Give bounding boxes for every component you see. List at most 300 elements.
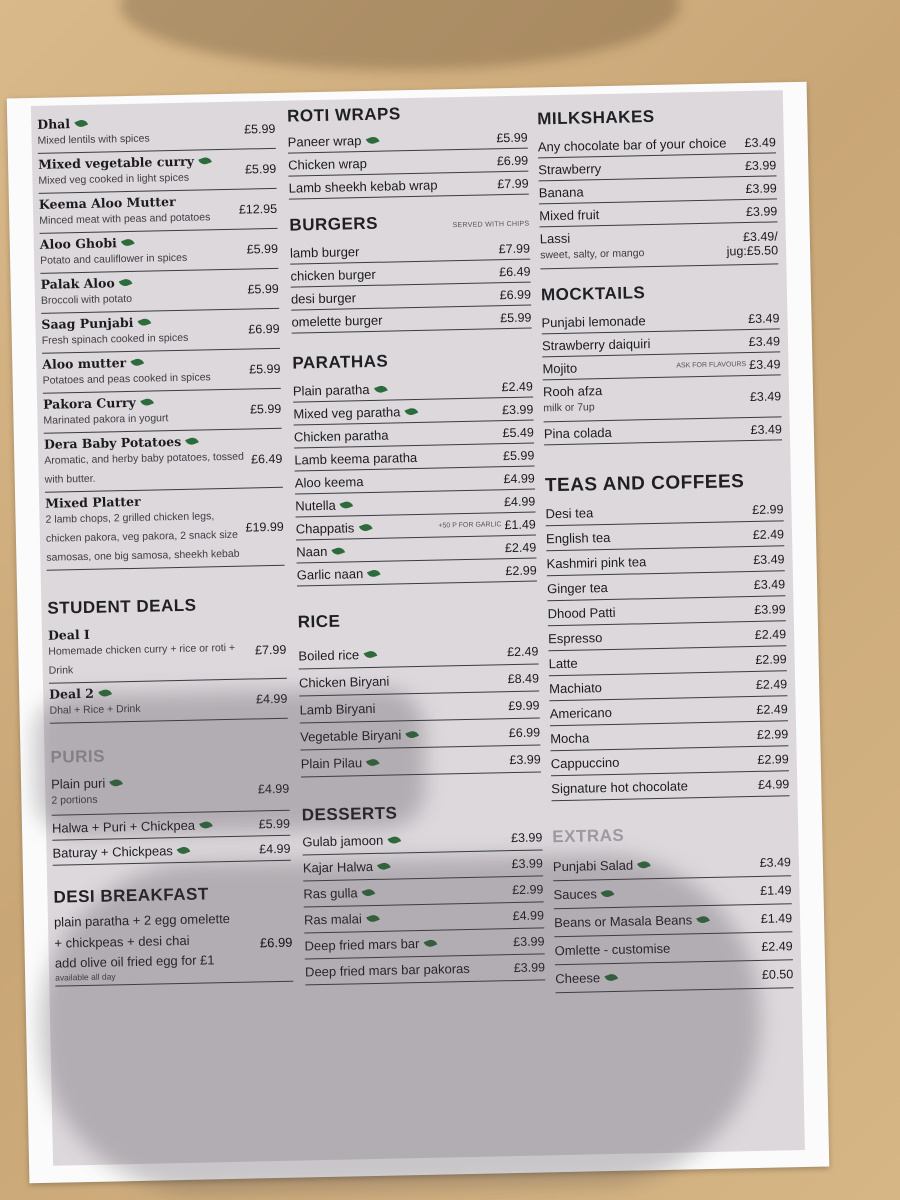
leaf-icon	[74, 118, 88, 129]
menu-item-name	[289, 176, 498, 195]
menu-item-price	[753, 552, 785, 567]
menu-item	[40, 229, 279, 274]
item-name-text: Saag Punjabi	[41, 314, 134, 332]
price-text: £7.99	[497, 176, 529, 191]
menu-item-info	[540, 227, 727, 265]
item-name-text: Omlette - customise	[554, 940, 671, 959]
price-text: £2.99	[757, 751, 789, 767]
menu-item-desc: sweet, salty, or mango	[540, 247, 645, 262]
menu-item-price	[726, 229, 778, 258]
menu-item-price	[239, 202, 278, 217]
menu-item-price	[755, 652, 787, 667]
menu-item-price	[502, 425, 534, 440]
column-left	[37, 109, 293, 987]
menu-item-price	[749, 357, 781, 372]
column-middle	[287, 102, 545, 986]
extras-title: EXTRAS	[552, 825, 625, 847]
item-name-text: Naan	[296, 543, 328, 560]
item-name-text: chicken burger	[290, 266, 376, 284]
menu-item-info	[543, 380, 750, 418]
menu-item-desc: Marinated pakora in yogurt	[43, 412, 169, 427]
leaf-icon	[340, 500, 354, 511]
menu-item-info	[291, 310, 500, 329]
price-text: £5.99	[496, 130, 528, 145]
menu-item-price	[499, 241, 531, 256]
item-name-text: Keema Aloo Mutter	[38, 193, 176, 212]
leaf-icon	[177, 845, 191, 856]
leaf-icon	[121, 237, 135, 248]
menu-item-price	[756, 702, 788, 717]
item-name-text: Plain puri	[50, 775, 106, 792]
menu-item-info	[39, 193, 239, 231]
price-text: £2.99	[505, 563, 537, 578]
menu-item-price	[245, 162, 277, 177]
price-text: £3.99	[511, 855, 543, 871]
menu-item-info	[539, 181, 746, 200]
menu-item-price	[755, 627, 787, 642]
price-text: £5.99	[244, 121, 276, 137]
item-name-text: desi burger	[290, 290, 357, 307]
menu-item	[38, 149, 277, 194]
item-name-text: Sauces	[553, 886, 598, 903]
menu-item-name	[549, 652, 756, 671]
item-name-text: Mojito	[542, 360, 578, 377]
roti-wraps-list	[287, 126, 528, 200]
menu-item-name	[288, 153, 497, 172]
item-name-text: Machiato	[549, 680, 603, 697]
menu-item	[40, 269, 279, 314]
price-text: £2.49	[752, 526, 785, 542]
price-text: £6.49	[250, 451, 283, 466]
price-text: £5.49	[502, 425, 534, 440]
menu-item	[42, 349, 281, 394]
price-text: £0.50	[761, 966, 794, 982]
menu-item-price	[508, 671, 540, 686]
item-name-text: Lassi	[539, 230, 571, 247]
menu-item	[39, 189, 278, 234]
menu-item-price	[757, 752, 789, 767]
leaf-icon	[358, 522, 372, 533]
menu-item-name	[538, 158, 745, 177]
item-name-text: Lamb Biryani	[299, 700, 376, 718]
menu-item-name	[541, 311, 748, 330]
item-name-text: Signature hot chocolate	[551, 778, 689, 797]
price-text: £12.95	[238, 201, 278, 217]
menu-item-desc: Potatoes and peas cooked in spices	[42, 371, 211, 387]
menu-item-price	[496, 130, 528, 145]
price-text: £3.49/	[742, 229, 778, 245]
item-name-text: Baturay + Chickpeas	[52, 843, 174, 861]
menu-item-info	[290, 241, 499, 260]
price-text: £3.99	[745, 180, 777, 196]
menu-item-note: +50 P FOR GARLIC	[438, 521, 502, 530]
menu-item-price	[504, 494, 536, 509]
menu-item	[291, 306, 531, 334]
price-text: £6.99	[499, 287, 532, 302]
menu-item-price	[760, 883, 792, 898]
price-text: £3.99	[510, 829, 543, 845]
price-text: £5.99	[244, 161, 277, 177]
menu-item-name	[539, 181, 746, 200]
price-text: £6.49	[499, 264, 531, 279]
menu-item-price	[754, 577, 786, 592]
menu-item-info	[295, 494, 504, 513]
leaf-icon	[374, 384, 388, 395]
menu-item-price	[259, 841, 291, 856]
menu-item-desc: 2 portions	[51, 793, 98, 807]
menu-item-price	[761, 911, 793, 926]
price-text: £7.99	[254, 642, 287, 657]
menu-item	[544, 417, 782, 445]
price-text: £19.99	[245, 519, 284, 535]
item-name-text: Latte	[548, 655, 578, 672]
menu-item-info	[546, 552, 753, 571]
menu-item-name	[298, 644, 507, 663]
menu-item-info	[290, 264, 499, 283]
menu-item-info	[293, 402, 502, 421]
item-name-text: Plain Pilau	[300, 755, 363, 772]
price-text: £6.99	[248, 321, 280, 337]
leaf-icon	[138, 317, 152, 328]
price-text: £7.99	[498, 241, 531, 256]
menu-item-info	[291, 287, 500, 306]
breakfast-note: available all day	[55, 971, 116, 983]
price-text: £8.49	[507, 670, 540, 686]
leaf-icon	[363, 649, 377, 660]
item-name-text: Banana	[538, 184, 584, 201]
price-text: £5.99	[249, 361, 281, 377]
menu-item-price	[503, 448, 535, 463]
menu-item-price	[247, 282, 279, 297]
menu-item-name	[293, 379, 502, 398]
menu-item	[45, 488, 285, 571]
menu-item-info	[43, 392, 250, 430]
teas-coffees-title: TEAS AND COFFEES	[544, 471, 745, 497]
menu-item	[41, 309, 280, 354]
menu-item-name	[547, 577, 754, 596]
menu-item-info	[548, 627, 755, 646]
menu-item-price	[749, 334, 781, 349]
item-name-text: Deep fried mars bar	[304, 936, 420, 954]
item-name-text: Garlic naan	[296, 566, 364, 583]
menu-item-info	[545, 502, 752, 521]
burgers-list	[290, 237, 532, 334]
price-text: £4.99	[259, 841, 291, 856]
price-text: £5.99	[258, 816, 291, 831]
menu-item-name	[52, 841, 259, 860]
item-name-text: Beans or Masala Beans	[553, 912, 693, 931]
menu-item-name	[546, 527, 753, 546]
menu-item-info	[42, 352, 249, 390]
parathas-list	[293, 375, 537, 587]
menu-item-price	[762, 967, 794, 982]
menu-item-price	[509, 752, 541, 767]
menu-item-info	[293, 379, 502, 398]
menu-item	[37, 109, 276, 154]
price-text: £4.99	[512, 907, 545, 923]
item-name-text: Dera Baby Potatoes	[43, 433, 182, 452]
item-name-text: Punjabi lemonade	[541, 313, 646, 331]
price-text-jug: jug:£5.50	[726, 243, 779, 259]
leaf-icon	[404, 406, 418, 417]
price-text: £5.99	[247, 281, 279, 297]
menu-item-desc: milk or 7up	[543, 401, 595, 415]
price-text: £4.99	[757, 776, 790, 792]
menu-item-price	[753, 527, 785, 542]
item-name-text: Mixed Platter	[45, 493, 141, 511]
menu-item-price	[744, 135, 776, 150]
item-name-text: Mixed veg paratha	[293, 404, 401, 422]
leaf-icon	[130, 357, 144, 368]
leaf-icon	[140, 397, 154, 408]
puris-title: PURIS	[50, 746, 106, 767]
menu-item-desc: Minced meat with peas and potatoes	[39, 211, 211, 227]
leaf-icon	[331, 546, 345, 557]
menu-item-name	[299, 671, 508, 690]
item-name-text: Pina colada	[543, 424, 612, 442]
menu-item-name	[551, 752, 758, 771]
price-text: £3.99	[501, 402, 534, 417]
price-text: £3.49	[748, 310, 780, 326]
item-name-text: Chicken Biryani	[298, 673, 390, 691]
menu-item-info	[298, 644, 507, 663]
menu-item-name	[293, 402, 502, 421]
price-text: £9.99	[508, 697, 540, 713]
menu-item-info	[546, 527, 753, 546]
item-name-text: Palak Aloo	[40, 275, 115, 292]
menu-item-price	[750, 389, 782, 404]
item-name-text: Deep fried mars bar pakoras	[304, 960, 470, 980]
roti-wraps-title: ROTI WRAPS	[286, 104, 401, 126]
menu-item-price	[750, 422, 782, 437]
menu-item-name	[546, 552, 753, 571]
price-text: £2.49	[501, 379, 534, 394]
item-name-text: Strawberry daiquiri	[541, 336, 651, 354]
price-text: £3.49	[753, 551, 785, 567]
item-name-text: lamb burger	[289, 244, 360, 261]
breakfast-line-3: add olive oil fried egg for £1	[54, 952, 215, 971]
price-text: £2.99	[511, 881, 544, 897]
menu-item-price	[247, 242, 279, 257]
item-name-text: Mixed fruit	[539, 207, 600, 224]
price-text: £4.99	[503, 471, 535, 486]
menu-item-price	[249, 362, 281, 377]
price-text: £5.99	[249, 401, 282, 417]
menu-item-name	[295, 494, 504, 513]
menu-item-price	[497, 153, 529, 168]
menu-item-info	[294, 425, 503, 444]
menu-item	[297, 559, 537, 587]
menu-item-name	[551, 777, 758, 796]
item-name-text: Paneer wrap	[287, 133, 362, 150]
menu-item-info	[550, 727, 757, 746]
burgers-note: SERVED WITH CHIPS	[452, 220, 530, 230]
menu-item-price	[759, 855, 791, 870]
menu-item-price	[508, 698, 540, 713]
price-text: £3.99	[754, 601, 786, 617]
menu-item-price	[505, 540, 537, 555]
price-text: £1.49	[504, 517, 536, 532]
milkshakes-title: MILKSHAKES	[537, 106, 655, 129]
menu-item-name	[544, 422, 751, 441]
milkshakes-list	[538, 130, 779, 269]
price-text: £3.99	[509, 751, 541, 767]
menu-item-info	[289, 176, 498, 195]
item-name-text: Aloo keema	[294, 474, 364, 491]
curries-list	[37, 109, 285, 571]
item-name-text: Dhal	[37, 116, 71, 132]
item-name-text: Dhood Patti	[547, 604, 616, 622]
item-name-text: Aloo Ghobi	[39, 235, 118, 252]
menu-item-name	[542, 334, 749, 353]
price-text: £2.99	[755, 651, 787, 667]
menu-item-name	[290, 241, 499, 260]
menu-item-info	[40, 272, 247, 310]
item-name-text: Ras malai	[303, 911, 362, 928]
menu-item	[551, 771, 789, 801]
price-text: £2.49	[754, 626, 787, 642]
menu-item-name	[550, 727, 757, 746]
menu-item-name	[297, 563, 506, 582]
menu-item-info	[539, 204, 746, 223]
item-name-text: Chappatis	[295, 520, 355, 537]
leaf-icon	[185, 436, 199, 447]
menu-item-price	[500, 287, 532, 302]
student-deals-title: STUDENT DEALS	[47, 595, 197, 618]
menu-item-info	[302, 830, 511, 849]
price-text: £3.99	[745, 203, 778, 219]
desi-breakfast-title: DESI BREAKFAST	[53, 884, 209, 907]
menu-item-name	[542, 359, 673, 377]
menu-item-price	[505, 563, 537, 578]
menu-item	[540, 222, 779, 269]
burgers-title: BURGERS SERVED WITH CHIPS	[289, 213, 530, 235]
menu-item-info	[549, 652, 756, 671]
menu-item-name	[290, 264, 499, 283]
menu-item-price	[756, 677, 788, 692]
menu-item-desc: Broccoli with potato	[40, 292, 133, 307]
menu-item-price	[504, 517, 536, 532]
menu-item	[48, 620, 287, 684]
menu-item-info	[37, 113, 244, 151]
menu-item-info	[295, 471, 504, 490]
item-name-text: Kashmiri pink tea	[546, 554, 647, 572]
item-name-text: omelette burger	[291, 312, 383, 330]
item-name-text: Ginger tea	[546, 580, 608, 597]
menu-item-price	[746, 204, 778, 219]
price-text: £2.99	[752, 501, 784, 517]
menu-item-info	[542, 359, 673, 377]
item-name-text: Aloo mutter	[42, 355, 127, 372]
menu-item-price	[748, 311, 780, 326]
menu-item-info	[288, 153, 497, 172]
menu-item-info	[550, 702, 757, 721]
menu-item-price	[761, 939, 793, 954]
menu-item-info	[551, 752, 758, 771]
menu-item-desc: Mixed veg cooked in light spices	[38, 171, 190, 187]
item-name-text: Ras gulla	[303, 885, 358, 902]
price-text: £4.99	[503, 494, 536, 509]
menu-item-note: ASK FOR FLAVOURS	[676, 361, 747, 370]
item-name-text: Lamb sheekh kebab wrap	[288, 177, 438, 196]
menu-item-info	[40, 233, 247, 271]
menu-item-desc: Aromatic, and herby baby potatoes, tossed with butter.	[44, 450, 245, 486]
item-name-text: Chicken wrap	[288, 155, 368, 173]
menu-item-name	[539, 204, 746, 223]
menu-item-info	[297, 563, 506, 582]
menu-sheet	[7, 82, 830, 1184]
mocktails-title: MOCKTAILS	[540, 283, 646, 305]
menu-item-info	[48, 623, 256, 680]
price-text: £3.49	[750, 421, 782, 437]
price-text: £2.99	[756, 726, 789, 742]
menu-item-name	[550, 702, 757, 721]
menu-item-info	[41, 312, 248, 350]
photo-shadow	[120, 0, 680, 70]
menu-item-name	[296, 519, 436, 537]
menu-item-desc: Potato and cauliflower in spices	[40, 251, 188, 267]
desserts-title: DESSERTS	[301, 803, 398, 825]
price-text: £3.49	[744, 134, 776, 150]
item-name-text: Rooh afza	[542, 383, 603, 400]
price-text: £3.99	[744, 157, 777, 173]
menu-item-name	[288, 130, 497, 149]
price-text: £3.49	[749, 356, 781, 372]
menu-item	[44, 429, 283, 493]
menu-item-price	[255, 642, 287, 657]
price-text: £5.99	[246, 241, 279, 257]
mocktails-list	[541, 306, 782, 445]
leaf-icon	[119, 277, 133, 288]
menu-item-price	[502, 402, 534, 417]
menu-item-price	[754, 602, 786, 617]
menu-item-name	[296, 540, 505, 559]
item-name-text: Desi tea	[545, 505, 594, 522]
item-name-text: Any chocolate bar of your choice	[537, 135, 727, 155]
menu-item-price	[509, 725, 541, 740]
menu-item	[43, 389, 282, 434]
menu-item-price	[752, 502, 784, 517]
menu-item-info	[544, 422, 751, 441]
menu-item-info	[294, 448, 503, 467]
menu-item-price	[500, 310, 532, 325]
menu-item-price	[507, 644, 539, 659]
menu-item-price	[745, 181, 777, 196]
menu-item-info	[538, 158, 745, 177]
parathas-title: PARATHAS	[292, 351, 389, 373]
price-text: £1.49	[760, 882, 792, 898]
price-text: £4.99	[257, 781, 290, 797]
menu-item-info	[547, 602, 754, 621]
leaf-icon	[367, 568, 381, 579]
menu-item-price	[503, 471, 535, 486]
menu-item-info	[296, 540, 505, 559]
menu-item-name	[295, 471, 504, 490]
menu-item-info	[52, 841, 259, 860]
menu-item-desc: 2 lamb chops, 2 grilled chicken legs, chicken pakora, veg pakora, 2 snack size samosas, one big samosa, sheekh kebab	[45, 510, 240, 564]
item-name-text: Pakora Curry	[42, 394, 136, 412]
price-text: £3.49	[753, 576, 786, 592]
item-name-text: Espresso	[548, 630, 603, 647]
menu-item-price	[758, 777, 790, 792]
menu-item-price	[501, 379, 533, 394]
price-text: £5.99	[502, 448, 535, 463]
menu-item-name	[548, 627, 755, 646]
breakfast-line-1: plain paratha + 2 egg omelette	[53, 911, 231, 930]
price-text: £1.49	[760, 910, 793, 926]
item-name-text: Plain paratha	[292, 381, 370, 399]
item-name-text: Boiled rice	[298, 647, 360, 664]
